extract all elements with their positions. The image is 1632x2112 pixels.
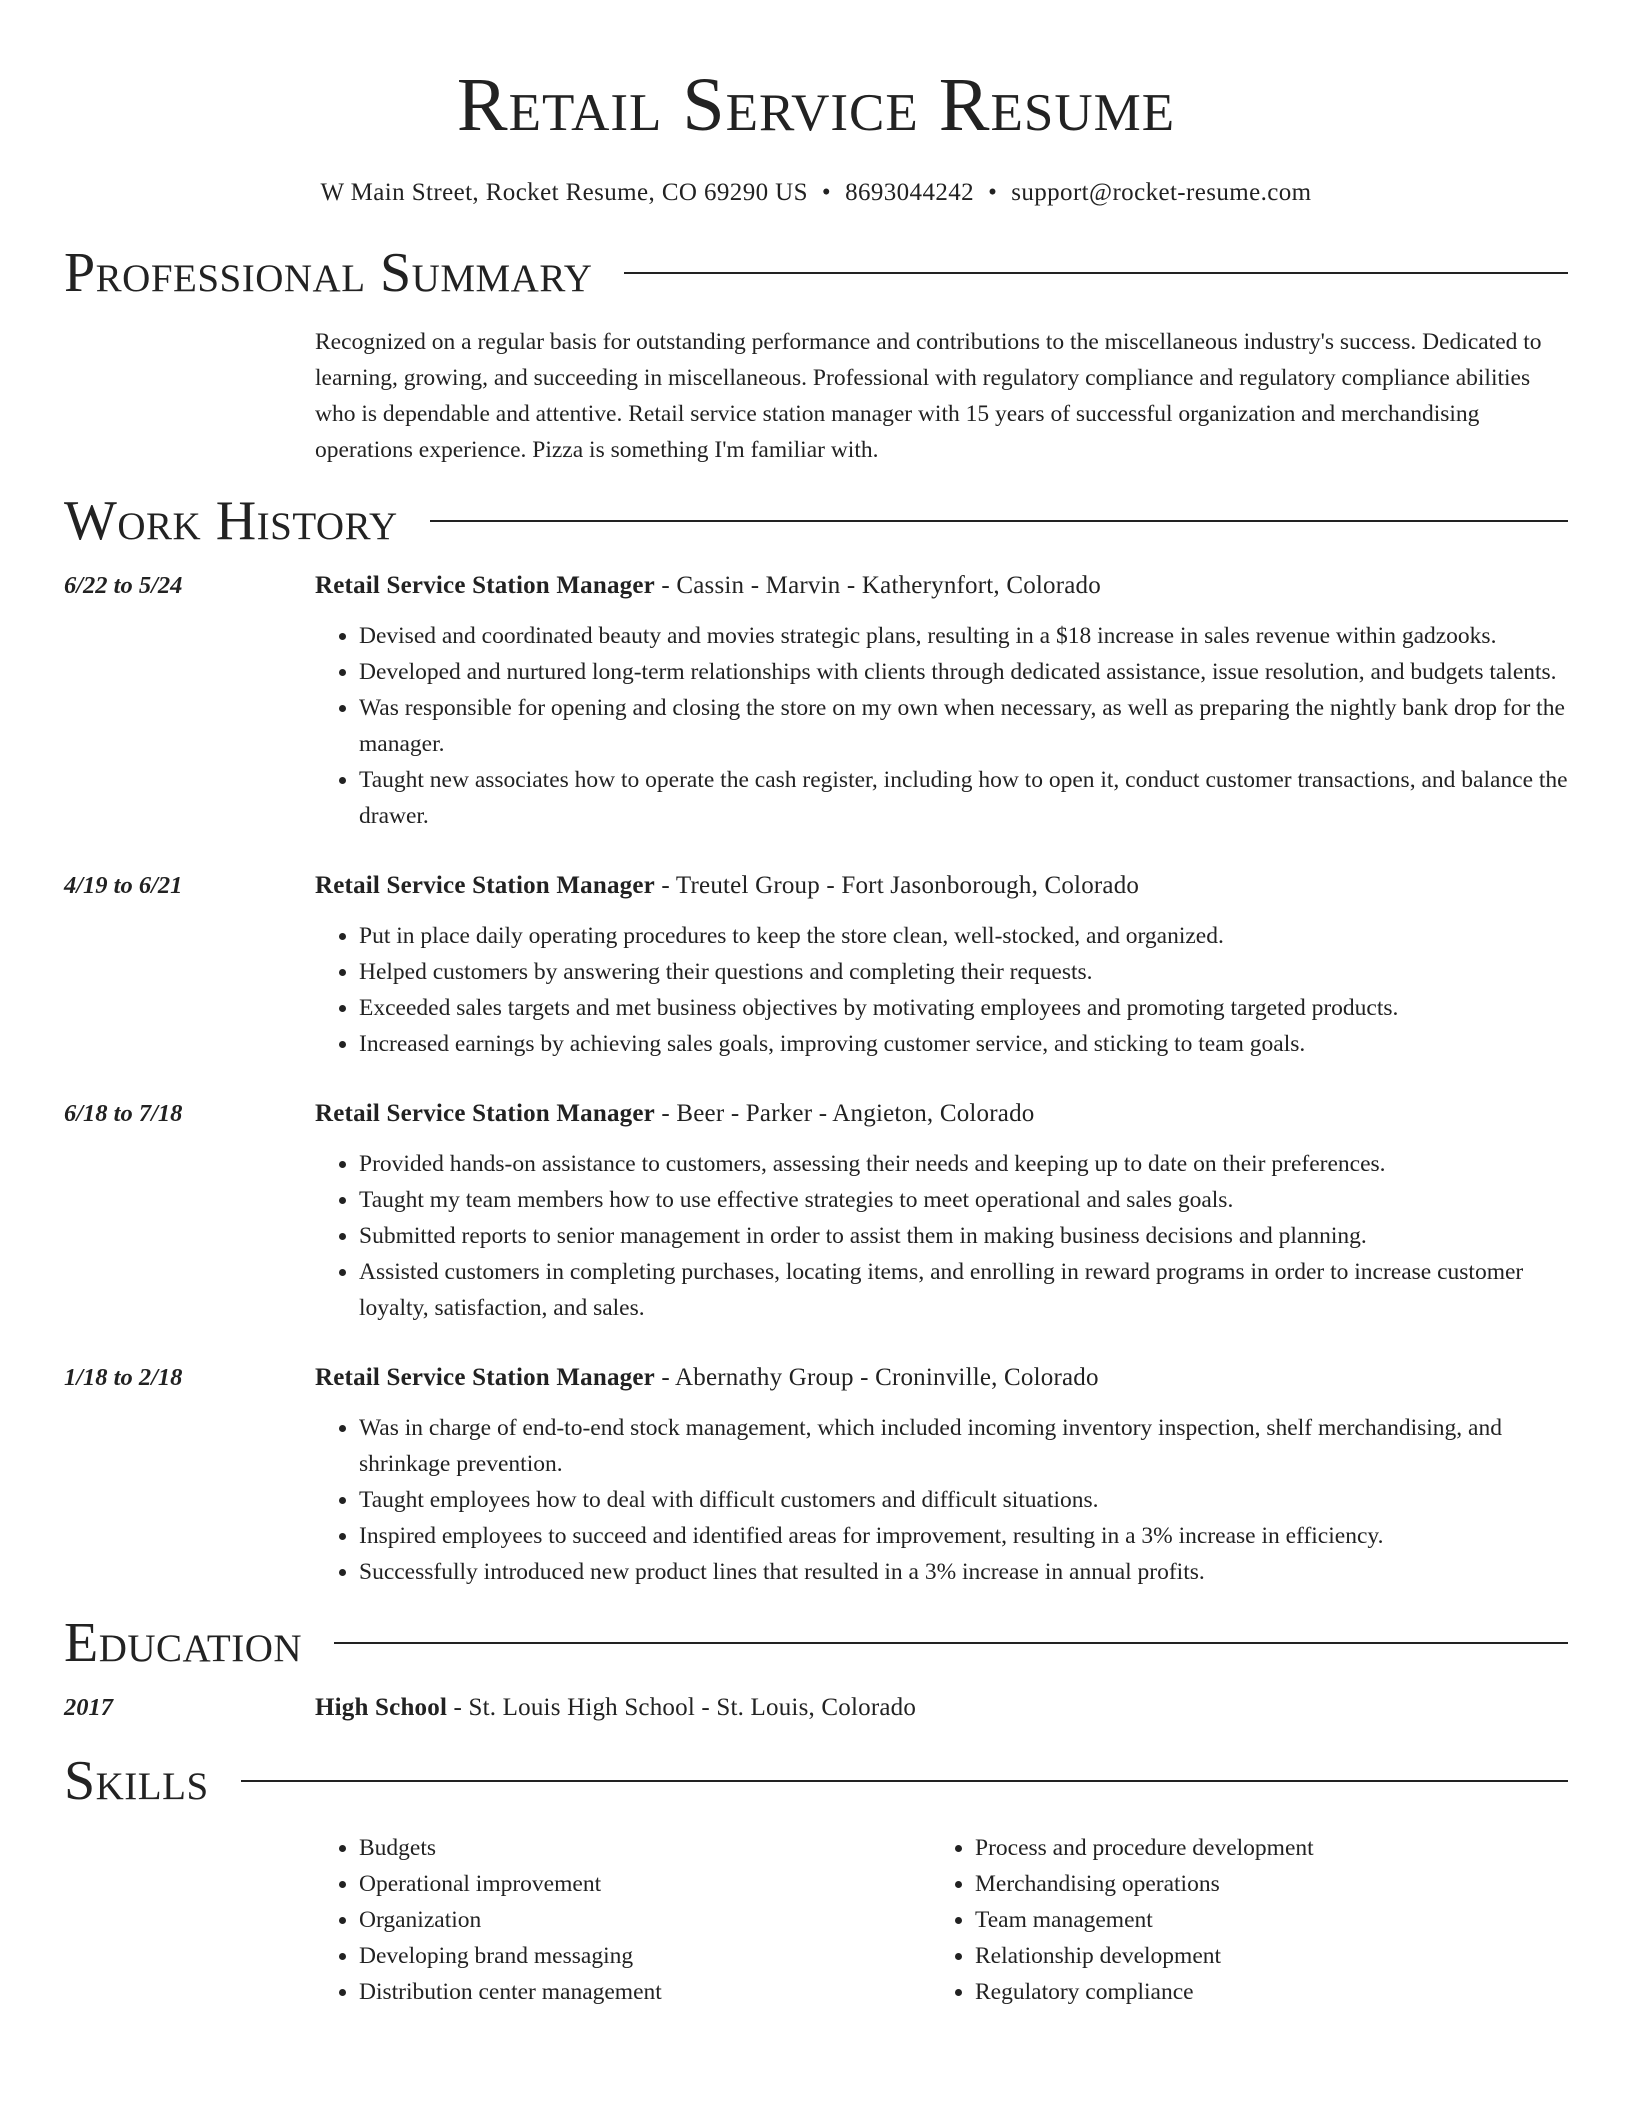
- job-entry: [64, 1096, 1568, 1326]
- education-degree: High School: [315, 1694, 448, 1721]
- job-dates: 6/22 to 5/24: [64, 572, 183, 599]
- job-entry: [64, 1360, 1568, 1590]
- job-body: [315, 1360, 1568, 1590]
- job-bullet: • Increased earnings by achieving sales goals, improving customer service, and sticking to team goals.: [359, 1026, 1568, 1062]
- section-rule: [241, 1780, 1568, 1782]
- job-details: - Cassin - Marvin - Katherynfort, Colorado: [654, 572, 1101, 599]
- summary-heading: Professional Summary: [64, 242, 593, 304]
- job-bullet: • Devised and coordinated beauty and movies strategic plans, resulting in a $18 increase in sales revenue within gadzooks.: [359, 618, 1568, 654]
- job-dates: 6/18 to 7/18: [64, 1100, 183, 1127]
- education-body: [315, 1690, 1568, 1726]
- section-rule: [624, 272, 1568, 274]
- skill-item: • Merchandising operations: [975, 1866, 1547, 1902]
- job-header: [315, 1096, 1568, 1132]
- job-title: Retail Service Station Manager: [315, 572, 655, 599]
- work-heading: Work History: [64, 490, 398, 552]
- skills-column-right: [931, 1830, 1547, 2010]
- skills-right-list: [931, 1830, 1547, 2010]
- contact-separator: •: [821, 179, 832, 206]
- skill-item: • Relationship development: [975, 1938, 1547, 1974]
- job-bullet: • Submitted reports to senior management in order to assist them in making business decisions and planning.: [359, 1218, 1568, 1254]
- job-entry: [64, 868, 1568, 1062]
- job-bullets: [315, 1146, 1568, 1326]
- education-heading: Education: [64, 1612, 303, 1674]
- skill-item: • Developing brand messaging: [359, 1938, 931, 1974]
- contact-phone: 8693044242: [845, 179, 975, 206]
- skills-list: [315, 1830, 1568, 2010]
- contact-email: support@rocket-resume.com: [1011, 179, 1312, 206]
- job-body: [315, 1096, 1568, 1326]
- contact-separator: •: [988, 179, 998, 206]
- contact-address: W Main Street, Rocket Resume, CO 69290 US: [320, 179, 808, 206]
- skill-item: • Distribution center management: [359, 1974, 931, 2010]
- job-bullets: [315, 618, 1568, 834]
- job-bullet: • Taught my team members how to use effective strategies to meet operational and sales goals.: [359, 1182, 1568, 1218]
- summary-section-header: [64, 240, 1568, 306]
- summary-text: Recognized on a regular basis for outstanding performance and contributions to the miscellaneous industry's success. Dedicated to learning, growing, and succeeding in miscellaneous. Professional with regulatory compliance and regulatory compliance abilities who is dependable and attentive. Retail service station manager with 15 years of successful organization and merchandising operations experience. Pizza is something I'm familiar with.: [315, 329, 1542, 463]
- job-bullet: • Taught new associates how to operate the cash register, including how to open it, conduct customer transactions, and balance the drawer.: [359, 762, 1568, 834]
- job-bullet: • Developed and nurtured long-term relationships with clients through dedicated assistance, issue resolution, and budgets talents.: [359, 654, 1568, 690]
- job-body: [315, 568, 1568, 834]
- skills-heading: Skills: [64, 1750, 209, 1812]
- job-title: Retail Service Station Manager: [315, 872, 655, 899]
- job-bullet: • Was in charge of end-to-end stock management, which included incoming inventory inspection, shelf merchandising, and shrinkage prevention.: [359, 1410, 1568, 1482]
- job-header: [315, 868, 1568, 904]
- section-rule: [334, 1642, 1568, 1644]
- section-rule: [430, 520, 1568, 522]
- skills-column-left: [315, 1830, 931, 2010]
- job-bullet: • Taught employees how to deal with difficult customers and difficult situations.: [359, 1482, 1568, 1518]
- job-bullet: • Inspired employees to succeed and identified areas for improvement, resulting in a 3% increase in efficiency.: [359, 1518, 1568, 1554]
- job-dates: 1/18 to 2/18: [64, 1364, 183, 1391]
- job-bullet: • Provided hands-on assistance to customers, assessing their needs and keeping up to date on their preferences.: [359, 1146, 1568, 1182]
- work-section-header: [64, 488, 1568, 554]
- skills-left-list: [315, 1830, 931, 2010]
- job-entry: [64, 568, 1568, 834]
- education-header: [315, 1690, 1568, 1726]
- skill-item: • Process and procedure development: [975, 1830, 1547, 1866]
- skills-section-header: [64, 1748, 1568, 1814]
- job-details: - Abernathy Group - Croninville, Colorado: [654, 1364, 1099, 1391]
- job-bullet: • Helped customers by answering their questions and completing their requests.: [359, 954, 1568, 990]
- job-bullets: [315, 1410, 1568, 1590]
- skill-item: • Team management: [975, 1902, 1547, 1938]
- skill-item: • Organization: [359, 1902, 931, 1938]
- education-year: 2017: [64, 1694, 113, 1721]
- education-details: - St. Louis High School - St. Louis, Colorado: [447, 1694, 917, 1721]
- education-section-header: [64, 1610, 1568, 1676]
- resume-title: Retail Service Resume: [456, 63, 1176, 147]
- education-entry: [64, 1690, 1568, 1726]
- job-body: [315, 868, 1568, 1062]
- job-title: Retail Service Station Manager: [315, 1364, 655, 1391]
- job-bullet: • Exceeded sales targets and met business objectives by motivating employees and promoting targeted products.: [359, 990, 1568, 1026]
- skill-item: • Budgets: [359, 1830, 931, 1866]
- job-bullets: [315, 918, 1568, 1062]
- job-details: - Treutel Group - Fort Jasonborough, Colorado: [654, 872, 1140, 899]
- job-bullet: • Put in place daily operating procedures to keep the store clean, well-stocked, and organized.: [359, 918, 1568, 954]
- job-title: Retail Service Station Manager: [315, 1100, 655, 1127]
- skill-item: • Regulatory compliance: [975, 1974, 1547, 2010]
- contact-line: [64, 176, 1568, 210]
- skill-item: • Operational improvement: [359, 1866, 931, 1902]
- job-bullet: • Successfully introduced new product lines that resulted in a 3% increase in annual profits.: [359, 1554, 1568, 1590]
- job-bullet: • Assisted customers in completing purchases, locating items, and enrolling in reward programs in order to increase customer loyalty, satisfaction, and sales.: [359, 1254, 1568, 1326]
- job-details: - Beer - Parker - Angieton, Colorado: [654, 1100, 1035, 1127]
- job-header: [315, 1360, 1568, 1396]
- job-header: [315, 568, 1568, 604]
- job-dates: 4/19 to 6/21: [64, 872, 183, 899]
- job-bullet: • Was responsible for opening and closing the store on my own when necessary, as well as preparing the nightly bank drop for the manager.: [359, 690, 1568, 762]
